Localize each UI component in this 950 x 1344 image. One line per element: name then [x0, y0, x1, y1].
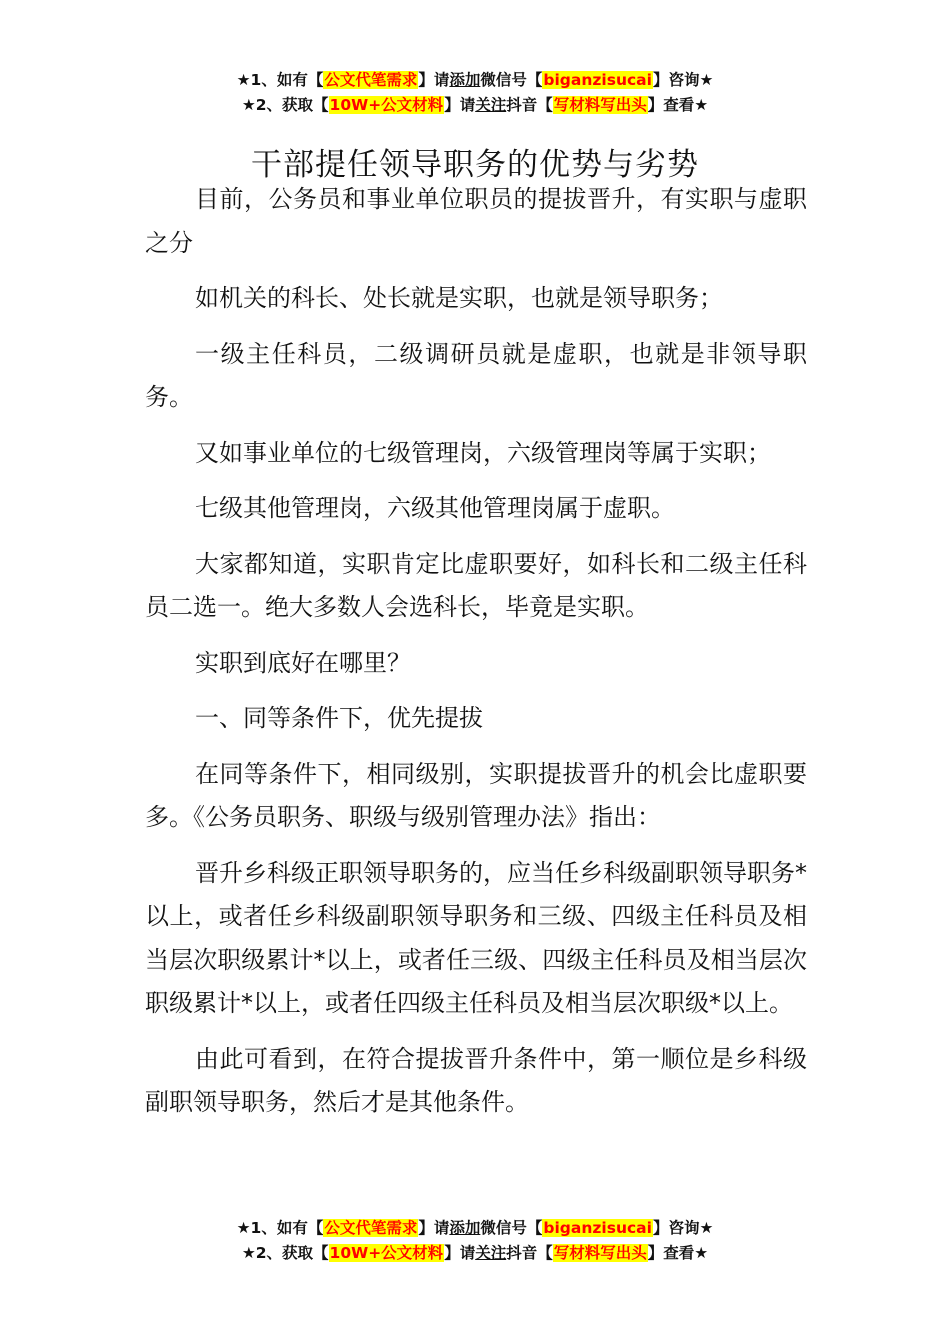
underlined-text: 关注 [475, 1244, 507, 1262]
paragraph: 目前，公务员和事业单位职员的提拔晋升，有实职与虚职之分 [145, 185, 807, 257]
highlight-douyin-account: 写材料写出头 [553, 1244, 647, 1262]
banner-text: 】请 [444, 1244, 476, 1262]
highlight-service: 公文代笔需求 [324, 1219, 418, 1237]
article-body [145, 178, 807, 1137]
highlight-service: 公文代笔需求 [324, 71, 418, 89]
paragraph: 由此可看到，在符合提拔晋升条件中，第一顺位是乡科级副职领导职务，然后才是其他条件。 [145, 1044, 807, 1116]
banner-text: 】请 [444, 96, 476, 114]
underlined-text: 关注 [475, 96, 507, 114]
banner-text: ★1、如有【 [236, 71, 324, 89]
banner-text: 】请 [418, 71, 450, 89]
paragraph: 大家都知道，实职肯定比虚职要好，如科长和二级主任科员二选一。绝大多数人会选科长，毕竟是实职。 [145, 549, 807, 621]
paragraph: 在同等条件下，相同级别，实职提拔晋升的机会比虚职要多。《公务员职务、职级与级别管理办法》指出： [145, 759, 807, 831]
banner-text: ★2、获取【 [241, 96, 329, 114]
banner-text: 】请 [418, 1219, 450, 1237]
paragraph: 又如事业单位的七级管理岗，六级管理岗等属于实职； [195, 438, 771, 467]
banner-line-1 [0, 1216, 950, 1241]
paragraph: 七级其他管理岗，六级其他管理岗属于虚职。 [195, 494, 675, 522]
banner-text: 抖音【 [506, 1244, 553, 1262]
banner-text: 微信号【 [480, 1219, 543, 1237]
banner-line-2 [0, 1241, 950, 1266]
paragraph: 晋升乡科级正职领导职务的，应当任乡科级副职领导职务*以上，或者任乡科级副职领导职务和三级、四级主任科员及相当层次职级累计*以上，或者任三级、四级主任科员及相当层次职级累计*以上，或者任四级主任科员及相当层次职级*以上。 [145, 858, 807, 1017]
banner-text: 】查看★ [647, 1244, 709, 1262]
banner-line-1 [0, 68, 950, 93]
banner-text: 】咨询★ [652, 71, 714, 89]
highlight-douyin-account: 写材料写出头 [553, 96, 647, 114]
page-title: 干部提任领导职务的优势与劣势 [251, 146, 699, 183]
highlight-wechat-id: biganzisucai [543, 71, 652, 89]
highlight-materials: 10W+公文材料 [329, 96, 444, 114]
paragraph: 如机关的科长、处长就是实职，也就是领导职务； [195, 284, 723, 312]
footer-banner [0, 1216, 950, 1266]
underlined-text: 添加 [449, 1219, 481, 1237]
banner-text: 微信号【 [480, 71, 543, 89]
banner-text: 】查看★ [647, 96, 709, 114]
highlight-wechat-id: biganzisucai [543, 1219, 652, 1237]
banner-text: 抖音【 [506, 96, 553, 114]
highlight-materials: 10W+公文材料 [329, 1244, 444, 1262]
paragraph: 一级主任科员，二级调研员就是虚职，也就是非领导职务。 [145, 339, 807, 411]
paragraph: 实职到底好在哪里？ [195, 648, 411, 677]
banner-line-2 [0, 93, 950, 118]
underlined-text: 添加 [449, 71, 481, 89]
banner-text: ★1、如有【 [236, 1219, 324, 1237]
section-heading: 一、同等条件下，优先提拔 [195, 704, 483, 732]
header-banner [0, 68, 950, 118]
banner-text: ★2、获取【 [241, 1244, 329, 1262]
banner-text: 】咨询★ [652, 1219, 714, 1237]
